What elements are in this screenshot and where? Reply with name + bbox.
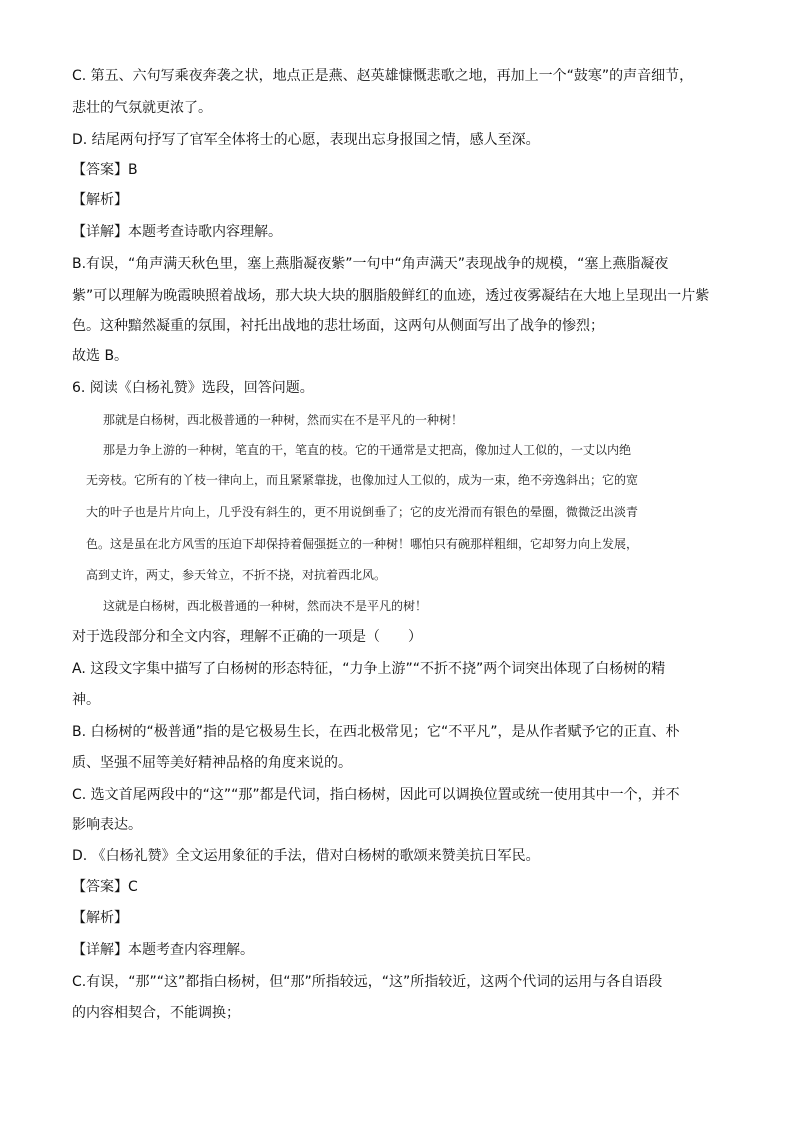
explanation2-line-2: 的内容相契合，不能调换； [72,1005,240,1021]
excerpt-line-1: 那就是白杨树，西北极普通的一种树，然而实在不是平凡的一种树！ [103,413,464,427]
option-d2: D. 《白杨礼赞》全文运用象征的手法，借对白杨树的歌颂来赞美抗日军民。 [72,848,540,864]
excerpt-line-5: 色。这是虽在北方风雪的压迫下却保持着倔强挺立的一种树！哪怕只有碗那样粗细，它却努力向上发展， [86,537,639,551]
excerpt-line-3: 无旁枝。它所有的丫枝一律向上，而且紧紧靠拢，也像加过人工似的，成为一束，绝不旁逸斜出；它的宽 [86,473,639,487]
option-c2-line-2: 影响表达。 [72,817,142,833]
option-a-line-1: A. 这段文字集中描写了白杨树的形态特征，“力争上游”“不折不挠”两个词突出体现了白杨树的精 [72,661,666,677]
option-c-line-1: C. 第五、六句写乘夜奔袭之状，地点正是燕、赵英雄慷慨悲歌之地，再加上一个“鼓寒”的声音细节， [72,68,694,84]
option-b-line-2: 质、坚强不屈等美好精神品格的角度来说的。 [72,755,352,771]
excerpt-line-7: 这就是白杨树，西北极普通的一种树，然而决不是平凡的树！ [103,599,428,613]
conclusion: 故选 B。 [72,348,129,364]
analysis-label: 【解析】 [72,192,128,208]
option-c2-line-1: C. 选文首尾两段中的“这”“那”都是代词，指白杨树，因此可以调换位置或统一使用其中一个，并不 [72,787,680,803]
explanation2-line-1: C.有误，“那”“这”都指白杨树，但“那”所指较远，“这”所指较近，这两个代词的运用与各自语段 [72,974,663,990]
explanation-line-1: B.有误，“角声满天秋色里，塞上燕脂凝夜紫”一句中“角声满天”表现战争的规模，“塞上燕脂凝夜 [72,256,669,272]
explanation-line-2: 紫”可以理解为晚霞映照着战场，那大块大块的胭脂般鲜红的血迹，透过夜雾凝结在大地上呈现出一片紫 [72,288,710,304]
explanation-line-3: 色。这种黯然凝重的氛围，衬托出战地的悲壮场面，这两句从侧面写出了战争的惨烈； [72,318,604,334]
question-stem: 对于选段部分和全文内容，理解不正确的一项是（ ） [72,629,422,645]
excerpt-line-4: 大的叶子也是片片向上，几乎没有斜生的，更不用说倒垂了；它的皮光滑而有银色的晕圈，微微泛出淡青 [86,505,639,519]
detail-label: 【详解】本题考查诗歌内容理解。 [72,224,282,240]
excerpt-line-6: 高到丈许，两丈，参天耸立，不折不挠，对抗着西北风。 [86,568,387,582]
option-a-line-2: 神。 [72,692,100,708]
answer-label-2: 【答案】C [72,879,138,895]
option-d: D. 结尾两句抒写了官军全体将士的心愿，表现出忘身报国之情，感人至深。 [72,132,540,148]
question-6-title: 6. 阅读《白杨礼赞》选段，回答问题。 [72,380,314,396]
option-c-line-2: 悲壮的气氛就更浓了。 [72,100,212,116]
option-b-line-1: B. 白杨树的“极普通”指的是它极易生长，在西北极常见；它“不平凡”，是从作者赋予它的正直、朴 [72,724,680,740]
answer-label: 【答案】B [72,162,138,178]
excerpt-line-2: 那是力争上游的一种树，笔直的干，笔直的枝。它的干通常是丈把高，像加过人工似的，一丈以内绝 [103,443,632,457]
detail-label-2: 【详解】本题考查内容理解。 [72,942,254,958]
analysis-label-2: 【解析】 [72,910,128,926]
